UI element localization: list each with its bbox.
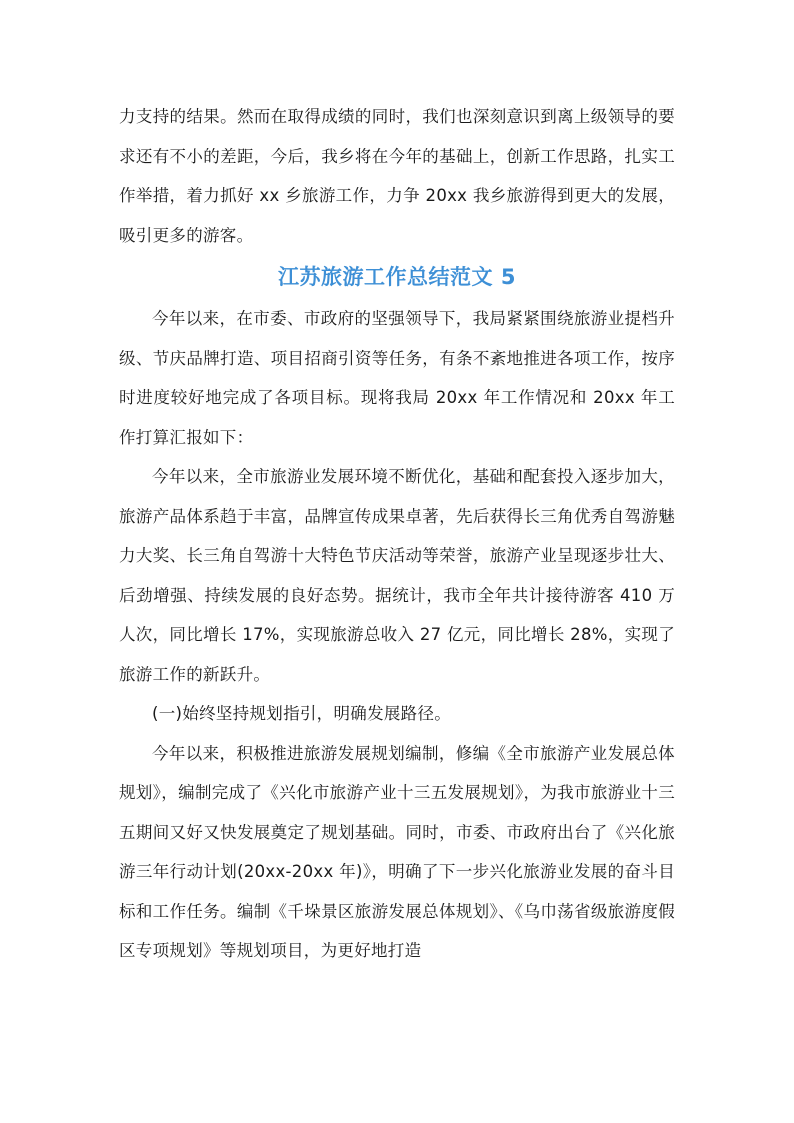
section-title: 江苏旅游工作总结范文 5 <box>278 265 516 289</box>
subheading-planning: (一)始终坚持规划指引，明确发展路径。 <box>152 704 452 723</box>
paragraph-leadership: 今年以来，在市委、市政府的坚强领导下，我局紧紧围绕旅游业提档升级、节庆品牌打造、项目招商引资等任务，有条不紊地推进各项工作，按序时进度较好地完成了各项目标。现将我局 20xx 年工作情况和 20xx 年工作打算汇报如下： <box>119 309 675 447</box>
document-page <box>119 97 675 971</box>
paragraph-planning: 今年以来，积极推进旅游发展规划编制，修编《全市旅游产业发展总体规划》，编制完成了《兴化市旅游产业十三五发展规划》，为我市旅游业十三五期间又好又快发展奠定了规划基础。同时，市委、市政府出台了《兴化旅游三年行动计划(20xx-20xx 年)》，明确了下一步兴化旅游业发展的奋斗目标和工作任务。编制《千垛景区旅游发展总体规划》、《乌巾荡省级旅游度假区专项规划》等规划项目，为更好地打造 <box>119 743 675 960</box>
paragraph-overview: 今年以来，全市旅游业发展环境不断优化，基础和配套投入逐步加大，旅游产品体系趋于丰富，品牌宣传成果卓著，先后获得长三角优秀自驾游魅力大奖、长三角自驾游十大特色节庆活动等荣誉，旅游产业呈现逐步壮大、后劲增强、持续发展的良好态势。据统计，我市全年共计接待游客 410 万人次，同比增长 17%，实现旅游总收入 27 亿元，同比增长 28%，实现了旅游工作的新跃升。 <box>119 467 675 684</box>
intro-paragraph: 力支持的结果。然而在取得成绩的同时，我们也深刻意识到离上级领导的要求还有不小的差距，今后，我乡将在今年的基础上，创新工作思路，扎实工作举措，着力抓好 xx 乡旅游工作，力争 20xx 我乡旅游得到更大的发展，吸引更多的游客。 <box>119 107 675 245</box>
